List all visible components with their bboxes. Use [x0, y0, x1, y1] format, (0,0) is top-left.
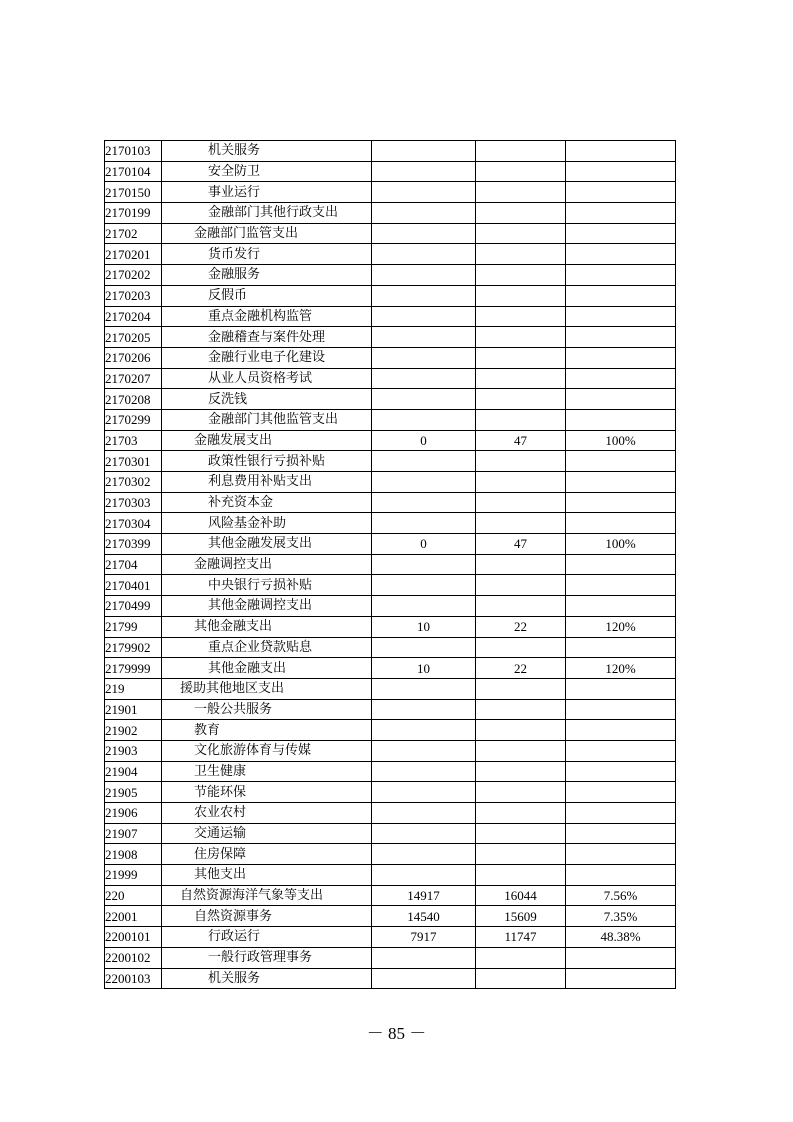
row-name-cell: 其他金融调控支出 [162, 596, 372, 617]
row-value-3-cell [566, 265, 676, 286]
row-name-cell: 一般公共服务 [162, 699, 372, 720]
row-name-cell: 自然资源事务 [162, 906, 372, 927]
row-value-3-cell: 48.38% [566, 927, 676, 948]
row-value-1-cell [372, 492, 476, 513]
row-name-cell: 金融稽查与案件处理 [162, 327, 372, 348]
row-name-cell: 机关服务 [162, 141, 372, 162]
row-value-3-cell [566, 347, 676, 368]
row-name-cell: 文化旅游体育与传媒 [162, 740, 372, 761]
row-value-1-cell [372, 596, 476, 617]
row-name-cell: 援助其他地区支出 [162, 678, 372, 699]
table-row [105, 327, 676, 348]
table-row [105, 554, 676, 575]
row-value-3-cell [566, 782, 676, 803]
row-code-cell: 21908 [105, 844, 162, 865]
row-value-2-cell [476, 327, 566, 348]
row-code-cell: 2200103 [105, 968, 162, 989]
table-row [105, 285, 676, 306]
row-value-1-cell [372, 327, 476, 348]
row-code-cell: 22001 [105, 906, 162, 927]
row-value-1-cell [372, 141, 476, 162]
row-name-cell: 事业运行 [162, 182, 372, 203]
table-row [105, 141, 676, 162]
row-value-3-cell [566, 409, 676, 430]
row-value-2-cell [476, 761, 566, 782]
row-name-cell: 补充资本金 [162, 492, 372, 513]
row-code-cell: 219 [105, 678, 162, 699]
row-value-1-cell [372, 554, 476, 575]
row-value-1-cell [372, 637, 476, 658]
table-row [105, 637, 676, 658]
table-row [105, 803, 676, 824]
table-row [105, 678, 676, 699]
row-value-3-cell [566, 720, 676, 741]
row-value-1-cell [372, 678, 476, 699]
row-value-2-cell [476, 678, 566, 699]
table-row [105, 306, 676, 327]
table-row [105, 968, 676, 989]
row-value-3-cell [566, 513, 676, 534]
row-value-2-cell [476, 554, 566, 575]
row-value-2-cell [476, 141, 566, 162]
row-value-2-cell [476, 720, 566, 741]
row-code-cell: 21703 [105, 430, 162, 451]
table-row [105, 699, 676, 720]
row-value-3-cell [566, 451, 676, 472]
row-value-2-cell [476, 182, 566, 203]
row-name-cell: 金融发展支出 [162, 430, 372, 451]
row-value-2-cell [476, 782, 566, 803]
table-row [105, 203, 676, 224]
row-code-cell: 21906 [105, 803, 162, 824]
row-value-1-cell: 14917 [372, 885, 476, 906]
row-value-3-cell: 100% [566, 534, 676, 555]
row-name-cell: 交通运输 [162, 823, 372, 844]
row-value-2-cell: 15609 [476, 906, 566, 927]
table-row [105, 472, 676, 493]
row-name-cell: 金融行业电子化建设 [162, 347, 372, 368]
row-value-1-cell [372, 451, 476, 472]
row-value-3-cell [566, 472, 676, 493]
table-row [105, 616, 676, 637]
table-row [105, 596, 676, 617]
row-value-1-cell [372, 844, 476, 865]
row-value-2-cell [476, 947, 566, 968]
row-name-cell: 金融部门其他行政支出 [162, 203, 372, 224]
table-row [105, 347, 676, 368]
table-row [105, 223, 676, 244]
table-row [105, 182, 676, 203]
row-name-cell: 教育 [162, 720, 372, 741]
row-value-1-cell [372, 409, 476, 430]
row-value-1-cell [372, 389, 476, 410]
row-value-2-cell [476, 637, 566, 658]
row-value-1-cell [372, 472, 476, 493]
row-value-2-cell [476, 161, 566, 182]
table-row [105, 823, 676, 844]
page-number: － 85 － [366, 1024, 427, 1043]
row-value-2-cell [476, 513, 566, 534]
row-value-3-cell [566, 596, 676, 617]
row-value-1-cell: 0 [372, 534, 476, 555]
row-code-cell: 2170208 [105, 389, 162, 410]
row-code-cell: 21999 [105, 865, 162, 886]
row-code-cell: 2170203 [105, 285, 162, 306]
row-value-2-cell [476, 306, 566, 327]
row-value-1-cell: 0 [372, 430, 476, 451]
table-row [105, 761, 676, 782]
row-code-cell: 220 [105, 885, 162, 906]
row-name-cell: 机关服务 [162, 968, 372, 989]
row-name-cell: 自然资源海洋气象等支出 [162, 885, 372, 906]
row-value-2-cell: 22 [476, 616, 566, 637]
row-code-cell: 2200102 [105, 947, 162, 968]
row-code-cell: 2170205 [105, 327, 162, 348]
row-code-cell: 2170399 [105, 534, 162, 555]
row-value-1-cell [372, 575, 476, 596]
row-name-cell: 金融部门监管支出 [162, 223, 372, 244]
row-value-2-cell [476, 244, 566, 265]
row-value-3-cell: 7.35% [566, 906, 676, 927]
row-code-cell: 21904 [105, 761, 162, 782]
row-code-cell: 21702 [105, 223, 162, 244]
row-value-3-cell [566, 678, 676, 699]
table-row [105, 161, 676, 182]
row-code-cell: 21799 [105, 616, 162, 637]
table-row [105, 575, 676, 596]
row-value-3-cell [566, 761, 676, 782]
row-value-2-cell [476, 409, 566, 430]
row-name-cell: 行政运行 [162, 927, 372, 948]
row-value-1-cell [372, 285, 476, 306]
row-code-cell: 2170206 [105, 347, 162, 368]
row-code-cell: 2170207 [105, 368, 162, 389]
table-row [105, 265, 676, 286]
row-value-2-cell: 47 [476, 430, 566, 451]
table-row [105, 451, 676, 472]
row-name-cell: 安全防卫 [162, 161, 372, 182]
row-value-1-cell [372, 968, 476, 989]
row-value-3-cell: 120% [566, 658, 676, 679]
row-value-3-cell [566, 389, 676, 410]
row-name-cell: 货币发行 [162, 244, 372, 265]
row-value-3-cell [566, 182, 676, 203]
row-value-3-cell [566, 161, 676, 182]
row-code-cell: 21704 [105, 554, 162, 575]
row-value-2-cell [476, 203, 566, 224]
row-value-3-cell [566, 740, 676, 761]
row-value-1-cell [372, 699, 476, 720]
table-row [105, 244, 676, 265]
row-value-2-cell: 47 [476, 534, 566, 555]
row-name-cell: 中央银行亏损补贴 [162, 575, 372, 596]
row-value-2-cell [476, 472, 566, 493]
row-code-cell: 2170304 [105, 513, 162, 534]
row-name-cell: 一般行政管理事务 [162, 947, 372, 968]
row-value-1-cell [372, 761, 476, 782]
row-value-2-cell [476, 803, 566, 824]
row-name-cell: 其他金融支出 [162, 658, 372, 679]
table-row [105, 885, 676, 906]
table-row [105, 906, 676, 927]
row-name-cell: 风险基金补助 [162, 513, 372, 534]
row-code-cell: 21902 [105, 720, 162, 741]
table-row [105, 430, 676, 451]
table-row [105, 389, 676, 410]
row-name-cell: 金融服务 [162, 265, 372, 286]
row-value-2-cell [476, 823, 566, 844]
table-row [105, 865, 676, 886]
row-value-3-cell: 120% [566, 616, 676, 637]
row-name-cell: 其他金融支出 [162, 616, 372, 637]
row-value-3-cell [566, 554, 676, 575]
row-value-3-cell [566, 968, 676, 989]
row-value-2-cell [476, 451, 566, 472]
row-value-2-cell [476, 285, 566, 306]
row-value-3-cell [566, 327, 676, 348]
table-row [105, 927, 676, 948]
row-value-2-cell [476, 865, 566, 886]
row-value-3-cell [566, 223, 676, 244]
row-value-1-cell [372, 740, 476, 761]
row-name-cell: 其他支出 [162, 865, 372, 886]
row-name-cell: 其他金融发展支出 [162, 534, 372, 555]
row-name-cell: 农业农村 [162, 803, 372, 824]
row-value-2-cell: 16044 [476, 885, 566, 906]
row-code-cell: 21901 [105, 699, 162, 720]
row-value-1-cell [372, 223, 476, 244]
row-value-3-cell: 7.56% [566, 885, 676, 906]
row-value-3-cell [566, 306, 676, 327]
row-value-3-cell [566, 803, 676, 824]
row-value-1-cell: 14540 [372, 906, 476, 927]
row-value-1-cell: 10 [372, 658, 476, 679]
row-value-1-cell [372, 782, 476, 803]
row-value-1-cell: 10 [372, 616, 476, 637]
row-name-cell: 重点金融机构监管 [162, 306, 372, 327]
table-row [105, 720, 676, 741]
row-code-cell: 2170150 [105, 182, 162, 203]
table-row [105, 513, 676, 534]
row-value-1-cell [372, 513, 476, 534]
row-name-cell: 反洗钱 [162, 389, 372, 410]
row-value-3-cell [566, 285, 676, 306]
row-code-cell: 2170201 [105, 244, 162, 265]
row-value-1-cell [372, 203, 476, 224]
row-value-3-cell [566, 844, 676, 865]
row-value-2-cell [476, 347, 566, 368]
row-value-1-cell [372, 306, 476, 327]
row-value-2-cell [476, 596, 566, 617]
row-value-3-cell [566, 368, 676, 389]
row-name-cell: 住房保障 [162, 844, 372, 865]
row-value-3-cell: 100% [566, 430, 676, 451]
table-row [105, 947, 676, 968]
row-value-3-cell [566, 492, 676, 513]
row-code-cell: 2170103 [105, 141, 162, 162]
row-code-cell: 21907 [105, 823, 162, 844]
row-value-3-cell [566, 141, 676, 162]
row-value-1-cell [372, 720, 476, 741]
row-code-cell: 2170299 [105, 409, 162, 430]
row-value-1-cell [372, 865, 476, 886]
row-value-1-cell [372, 244, 476, 265]
row-value-2-cell [476, 492, 566, 513]
row-value-2-cell [476, 740, 566, 761]
row-name-cell: 政策性银行亏损补贴 [162, 451, 372, 472]
row-value-2-cell [476, 699, 566, 720]
row-value-1-cell [372, 947, 476, 968]
row-code-cell: 2170499 [105, 596, 162, 617]
row-value-2-cell: 22 [476, 658, 566, 679]
row-name-cell: 金融部门其他监管支出 [162, 409, 372, 430]
row-name-cell: 从业人员资格考试 [162, 368, 372, 389]
table-row [105, 658, 676, 679]
row-code-cell: 2179902 [105, 637, 162, 658]
row-value-2-cell [476, 223, 566, 244]
row-value-3-cell [566, 637, 676, 658]
table-row [105, 368, 676, 389]
row-value-1-cell [372, 823, 476, 844]
row-code-cell: 2170204 [105, 306, 162, 327]
row-value-2-cell [476, 968, 566, 989]
row-name-cell: 节能环保 [162, 782, 372, 803]
row-value-1-cell [372, 368, 476, 389]
row-value-2-cell: 11747 [476, 927, 566, 948]
row-value-2-cell [476, 575, 566, 596]
row-value-1-cell [372, 182, 476, 203]
row-code-cell: 2170104 [105, 161, 162, 182]
row-code-cell: 2170202 [105, 265, 162, 286]
row-value-1-cell: 7917 [372, 927, 476, 948]
table-row [105, 740, 676, 761]
row-value-2-cell [476, 265, 566, 286]
budget-table [104, 140, 676, 989]
row-name-cell: 金融调控支出 [162, 554, 372, 575]
row-value-1-cell [372, 161, 476, 182]
row-value-1-cell [372, 347, 476, 368]
row-value-3-cell [566, 865, 676, 886]
row-code-cell: 21905 [105, 782, 162, 803]
row-value-3-cell [566, 823, 676, 844]
row-name-cell: 利息费用补贴支出 [162, 472, 372, 493]
row-code-cell: 2200101 [105, 927, 162, 948]
row-value-2-cell [476, 844, 566, 865]
budget-table-body [105, 141, 676, 989]
row-value-3-cell [566, 244, 676, 265]
row-code-cell: 2170302 [105, 472, 162, 493]
row-code-cell: 2179999 [105, 658, 162, 679]
row-name-cell: 卫生健康 [162, 761, 372, 782]
table-row [105, 782, 676, 803]
row-value-1-cell [372, 265, 476, 286]
row-value-3-cell [566, 699, 676, 720]
row-value-3-cell [566, 575, 676, 596]
row-name-cell: 重点企业贷款贴息 [162, 637, 372, 658]
row-value-1-cell [372, 803, 476, 824]
row-code-cell: 2170199 [105, 203, 162, 224]
table-row [105, 534, 676, 555]
row-code-cell: 2170303 [105, 492, 162, 513]
row-value-3-cell [566, 203, 676, 224]
table-row [105, 492, 676, 513]
row-value-3-cell [566, 947, 676, 968]
table-row [105, 844, 676, 865]
row-name-cell: 反假币 [162, 285, 372, 306]
row-value-2-cell [476, 368, 566, 389]
row-code-cell: 21903 [105, 740, 162, 761]
row-code-cell: 2170401 [105, 575, 162, 596]
table-row [105, 409, 676, 430]
row-code-cell: 2170301 [105, 451, 162, 472]
row-value-2-cell [476, 389, 566, 410]
